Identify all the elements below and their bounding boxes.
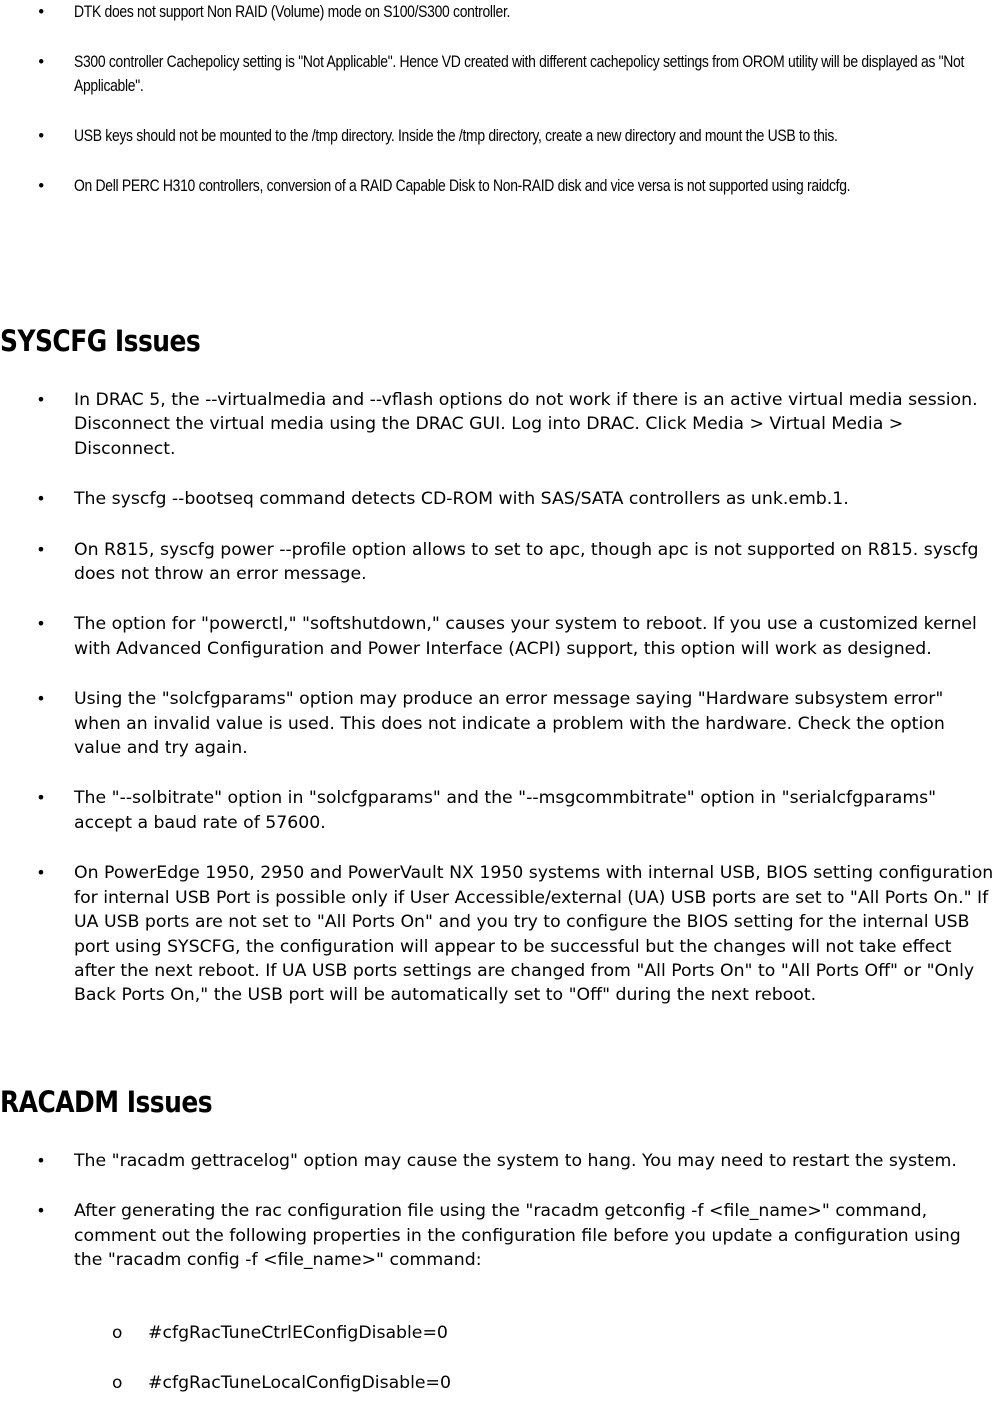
syscfg-issues-list — [0, 388, 998, 1034]
bullet-icon: • — [36, 788, 46, 808]
bullet-icon: • — [36, 1201, 46, 1221]
list-item — [0, 50, 998, 98]
bullet-icon: • — [38, 3, 44, 21]
racadm-issues-list — [0, 1149, 998, 1299]
bullet-icon: • — [36, 489, 46, 509]
syscfg-heading: SYSCFG Issues — [0, 324, 201, 358]
property-text: #cfgRacTuneCtrlEConfigDisable=0 — [148, 1323, 448, 1343]
dtk-notes-list — [0, 0, 998, 224]
bullet-icon: • — [36, 539, 46, 559]
list-item — [0, 1371, 998, 1395]
issue-text: The syscfg --bootseq command detects CD-ROM with SAS/SATA controllers as unk.emb.1. — [74, 489, 849, 510]
list-item — [0, 612, 998, 661]
list-item — [0, 388, 998, 461]
bullet-icon: • — [38, 53, 44, 71]
issue-text: Using the "solcfgparams" option may produce an error message saying "Hardware subsystem error" when an invalid value is used. This does not indicate a problem with the hardware. Check the option value and try again. — [74, 689, 945, 759]
list-item — [0, 861, 998, 1007]
issue-text: The "--solbitrate" option in "solcfgparams" and the "--msgcommbitrate" option in "serialcfgparams" accept a baud rate of 57600. — [74, 788, 937, 833]
list-item — [0, 687, 998, 760]
bullet-icon: • — [36, 390, 46, 409]
racadm-properties-list — [0, 1321, 998, 1421]
note-text: S300 controller Cachepolicy setting is "Not Applicable". Hence VD created with different cachepolicy settings from OROM utility will be displayed as "Not Applicable". — [74, 53, 965, 95]
list-item — [0, 1321, 998, 1345]
issue-text: The "racadm gettracelog" option may cause the system to hang. You may need to restart the system. — [74, 1151, 957, 1171]
bullet-icon: • — [38, 127, 44, 145]
list-item — [0, 1149, 998, 1173]
list-item — [0, 174, 998, 198]
circle-bullet-icon: o — [112, 1323, 123, 1343]
note-text: DTK does not support Non RAID (Volume) mode on S100/S300 controller. — [74, 3, 511, 21]
issue-text: After generating the rac configuration file using the "racadm getconfig -f <file_name>" command, comment out the following properties in the configuration file before you update a configuration using the "racadm config -f <file_name>" command: — [74, 1201, 961, 1271]
issue-text: On R815, syscfg power --profile option allows to set to apc, though apc is not supported on R815. syscfg does not throw an error message. — [74, 539, 979, 585]
issue-text: On PowerEdge 1950, 2950 and PowerVault NX 1950 systems with internal USB, BIOS setting configuration for internal USB Port is possible only if User Accessible/external (UA) USB ports are set to "All Ports On." If UA USB ports are not set to "All Ports On" and you try to configure the BIOS setting for the internal USB port using SYSCFG, the configuration will appear to be successful but the changes will not take effect after the next reboot. If UA USB ports settings are changed from "All Ports On" to "All Ports Off" or "Only Back Ports On," the USB port will be automatically set to "Off" during the next reboot. — [74, 863, 994, 1006]
list-item — [0, 124, 998, 148]
list-item — [0, 487, 998, 511]
property-text: #cfgRacTuneLocalConfigDisable=0 — [148, 1373, 452, 1393]
issue-text: The option for "powerctl," "softshutdown," causes your system to reboot. If you use a customized kernel with Advanced Configuration and Power Interface (ACPI) support, this option will work as designed. — [74, 614, 977, 659]
bullet-icon: • — [36, 689, 46, 709]
bullet-icon: • — [36, 614, 46, 634]
list-item — [0, 786, 998, 835]
bullet-icon: • — [38, 177, 44, 195]
issue-text: In DRAC 5, the --virtualmedia and --vflash options do not work if there is an active virtual media session. Disconnect the virtual media using the DRAC GUI. Log into DRAC. Click Media > Virtual Media > Disconnect. — [74, 390, 978, 459]
list-item — [0, 1199, 998, 1272]
list-item — [0, 538, 998, 587]
bullet-icon: • — [36, 1151, 46, 1170]
note-text: USB keys should not be mounted to the /tmp directory. Inside the /tmp directory, create a new directory and mount the USB to this. — [74, 127, 838, 145]
racadm-heading: RACADM Issues — [0, 1085, 213, 1119]
note-text: On Dell PERC H310 controllers, conversion of a RAID Capable Disk to Non-RAID disk and vice versa is not supported using raidcfg. — [74, 177, 851, 195]
list-item — [0, 0, 998, 24]
bullet-icon: • — [36, 863, 46, 883]
circle-bullet-icon: o — [112, 1373, 123, 1393]
